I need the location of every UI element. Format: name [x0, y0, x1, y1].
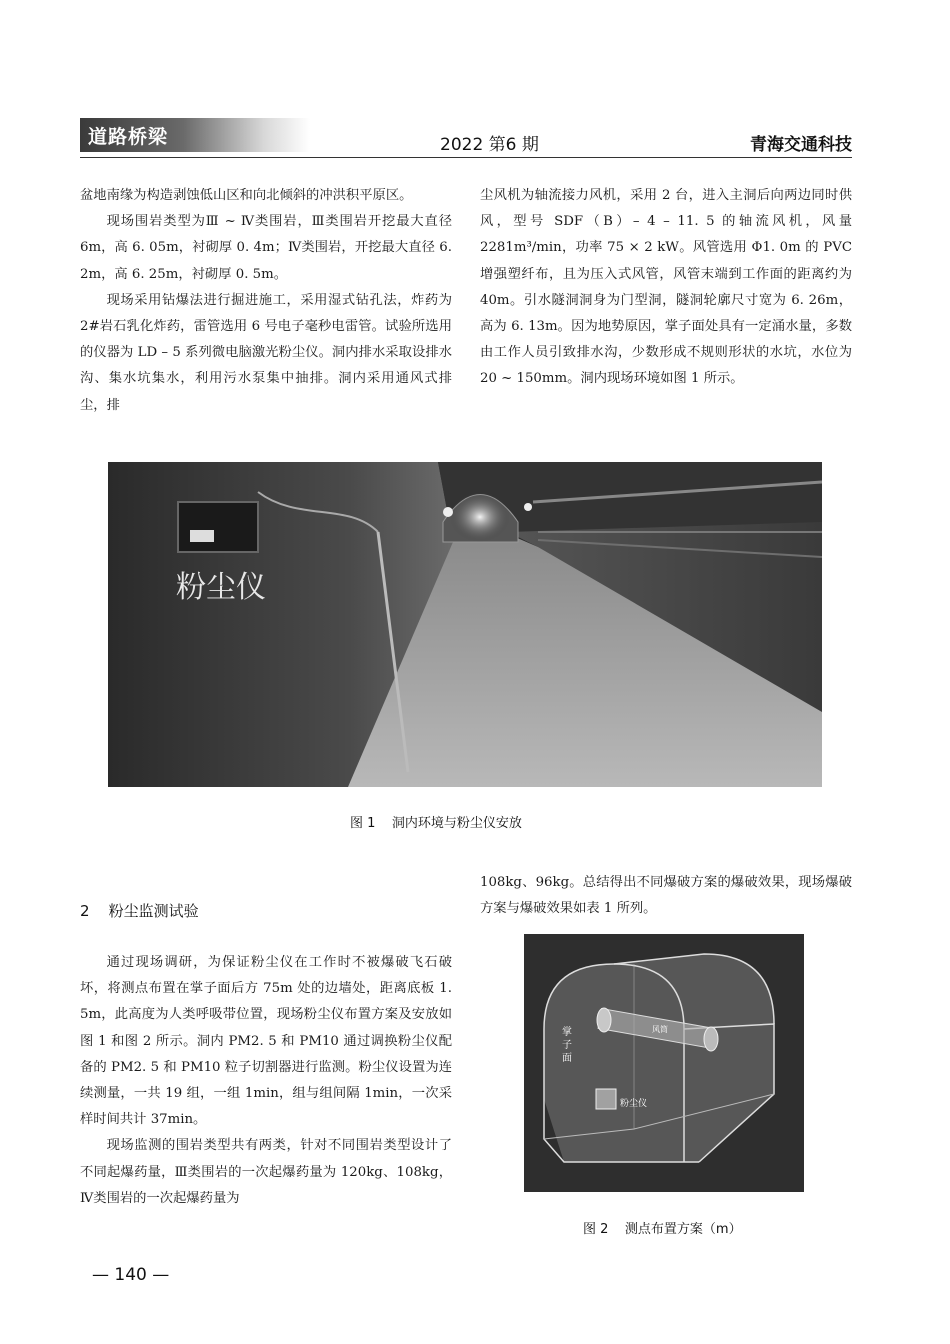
paragraph: 现场监测的围岩类型共有两类，针对不同围岩类型设计了不同起爆药量，Ⅲ类围岩的一次起爆药量为 120kg、108kg，Ⅳ类围岩的一次起爆药量为 [80, 1138, 452, 1206]
body-column-top-right [480, 183, 852, 393]
dust-meter-photo-label: 粉尘仪 [176, 570, 266, 605]
paragraph: 尘风机为轴流接力风机，采用 2 台，进入主洞后向两边同时供风，型号 SDF（B）– 4 – 11. 5 的轴流风机，风量 2281m³/min，功率 75 × 2 kW。风管选用 Φ1. 0m 的 PVC 增强塑纤布，且为压入式风管，风管末端到工作面的距离约为 40m。引水隧洞洞身为门型洞，隧洞轮廓尺寸宽为 6. 26m，高为 6. 13m。因为地势原因，掌子面处具有一定涌水量，多数由工作人员引致排水沟，少数形成不规则形状的水坑，水位为 20 ~ 150mm。洞内现场环境如图 1 所示。 [480, 188, 852, 387]
body-column-top-left [80, 183, 452, 419]
issue-label: 2022 第6 期 [440, 135, 539, 155]
measurement-layout-diagram [524, 934, 804, 1192]
figure2-caption: 图 2 测点布置方案（m） [583, 1222, 742, 1237]
paragraph: 盆地南缘为构造剥蚀低山区和向北倾斜的冲洪积平原区。 [80, 188, 413, 203]
body-column-bottom-right [480, 870, 852, 922]
section-tag-banner [80, 118, 310, 152]
header-divider [80, 157, 852, 158]
paragraph: 108kg、96kg。总结得出不同爆破方案的爆破效果，现场爆破方案与爆破效果如表 1 所列。 [480, 875, 852, 917]
duct-label: 风筒 [652, 1025, 668, 1034]
body-column-bottom-left [80, 950, 452, 1212]
paragraph: 现场采用钻爆法进行掘进施工，采用湿式钻孔法，炸药为 2#岩石乳化炸药，雷管选用 6 号电子毫秒电雷管。试验所选用的仪器为 LD – 5 系列微电脑激光粉尘仪。洞内排水采取设排水沟、集水坑集水，利用污水泵集中抽排。洞内采用通风式排尘，排 [80, 292, 452, 413]
section-tag: 道路桥梁 [88, 126, 169, 148]
section-heading: 2 粉尘监测试验 [80, 902, 199, 920]
paragraph: 现场围岩类型为Ⅲ ~ Ⅳ类围岩，Ⅲ类围岩开挖最大直径 6m，高 6. 05m，衬砌厚 0. 4m；Ⅳ类围岩，开挖最大直径 6. 2m，高 6. 25m，衬砌厚 0. 5m。 [80, 214, 452, 282]
face-label: 掌子面 [562, 1027, 572, 1064]
paragraph: 通过现场调研，为保证粉尘仪在工作时不被爆破飞石破坏，将测点布置在掌子面后方 75m 处的边墙处，距离底板 1. 5m，此高度为人类呼吸带位置，现场粉尘仪布置方案及安放如图 1 和图 2 所示。洞内 PM2. 5 和 PM10 通过调换粉尘仪配备的 PM2. 5 和 PM10 粒子切割器进行监测。粉尘仪设置为连续测量，一共 19 组，一组 1min，组与组间隔 1min，一次采样时间共计 37min。 [80, 955, 452, 1128]
journal-title: 青海交通科技 [750, 135, 852, 155]
figure1-caption: 图 1 洞内环境与粉尘仪安放 [350, 816, 522, 831]
dust-meter-label: 粉尘仪 [620, 1099, 648, 1109]
tunnel-photo [108, 462, 822, 787]
tunnel-photo-illustration [108, 462, 822, 787]
page-number: — 140 — [92, 1265, 170, 1285]
